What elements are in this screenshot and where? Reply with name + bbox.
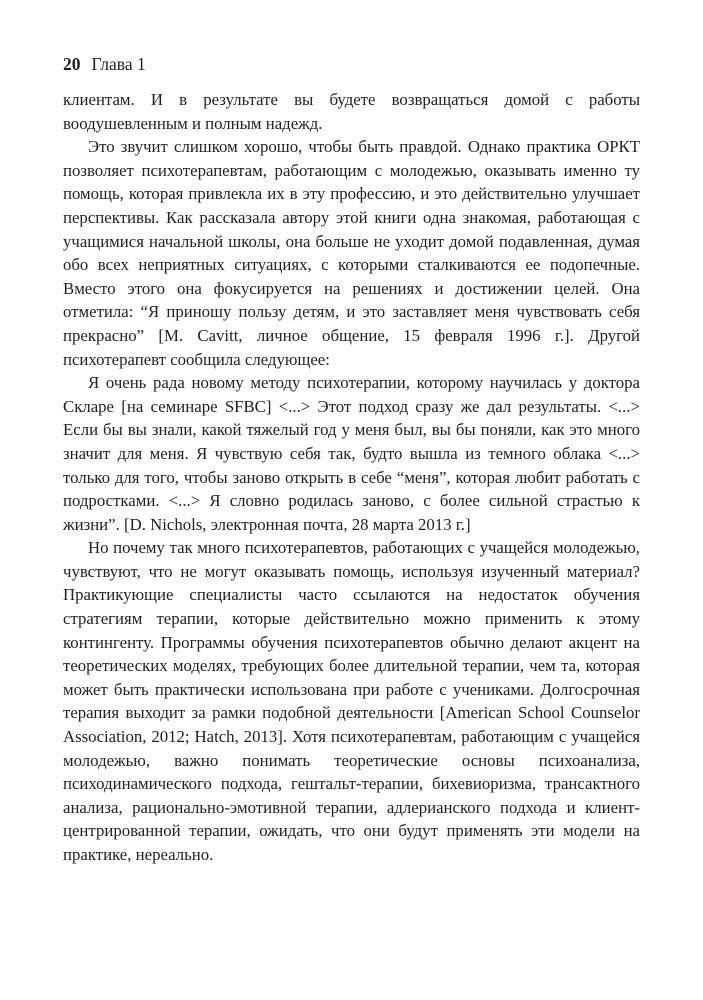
running-head <box>63 52 640 76</box>
paragraph: Но почему так много психотерапевтов, работающих с учащейся молодежью, чувствуют, что не могут оказывать помощь, используя изученный материал? Практикующие специалисты часто ссылаются на недостаток обучения стратегиям терапии, которые действительно можно применить к этому контингенту. Программы обучения психотерапевтов обычно делают акцент на теоретических моделях, требующих более длительной терапии, чем та, которая может быть практически использована при работе с учениками. Долгосрочная терапия выходит за рамки подобной деятельности [American School Counselor Association, 2012; Hatch, 2013]. Хотя психотерапевтам, работающим с учащейся молодежью, важно понимать теоретические основы психоанализа, психодинамического подхода, гештальт-терапии, бихевиоризма, трансактного анализа, рационально-эмотивной терапии, адлерианского подхода и клиент-центрированной терапии, ожидать, что они будут применять эти модели на практике, нереально. <box>63 538 640 864</box>
paragraph: Это звучит слишком хорошо, чтобы быть правдой. Однако практика ОРКТ позволяет психотерапевтам, работающим с молодежью, оказывать именно ту помощь, которая привлекла их в эту профессию, и это действительно улучшает перспективы. Как рассказала автору этой книги одна знакомая, работающая с учащимися начальной школы, она больше не уходит домой подавленная, думая обо всех неприятных ситуациях, с которыми сталкиваются ее подопечные. Вместо этого она фокусируется на решениях и достижении целей. Она отметила: “Я приношу пользу детям, и это заставляет меня чувствовать себя прекрасно” [M. Cavitt, личное общение, 15 февраля 1996 г.]. Другой психотерапевт сообщила следующее: <box>63 137 640 369</box>
page-number: 20 <box>63 54 81 74</box>
paragraph-continuation: клиентам. И в результате вы будете возвращаться домой с работы воодушевленным и полным надежд. <box>63 90 640 133</box>
block-quote: Я очень рада новому методу психотерапии, которому научилась у доктора Скларе [на семинаре SFBC] <...> Этот подход сразу же дал результаты. <...> Если бы вы знали, какой тяжелый год у меня был, вы бы поняли, как это много значит для меня. Я чувствую себя так, будто вышла из темного облака <...> только для того, чтобы заново открыть в себе “меня”, которая любит работать с подростками. <...> Я словно родилась заново, с более сильной страстью к жизни”. [D. Nichols, электронная почта, 28 марта 2013 г.] <box>63 373 640 534</box>
body-text <box>63 88 640 867</box>
chapter-title: Глава 1 <box>91 54 146 74</box>
book-page <box>63 52 640 867</box>
